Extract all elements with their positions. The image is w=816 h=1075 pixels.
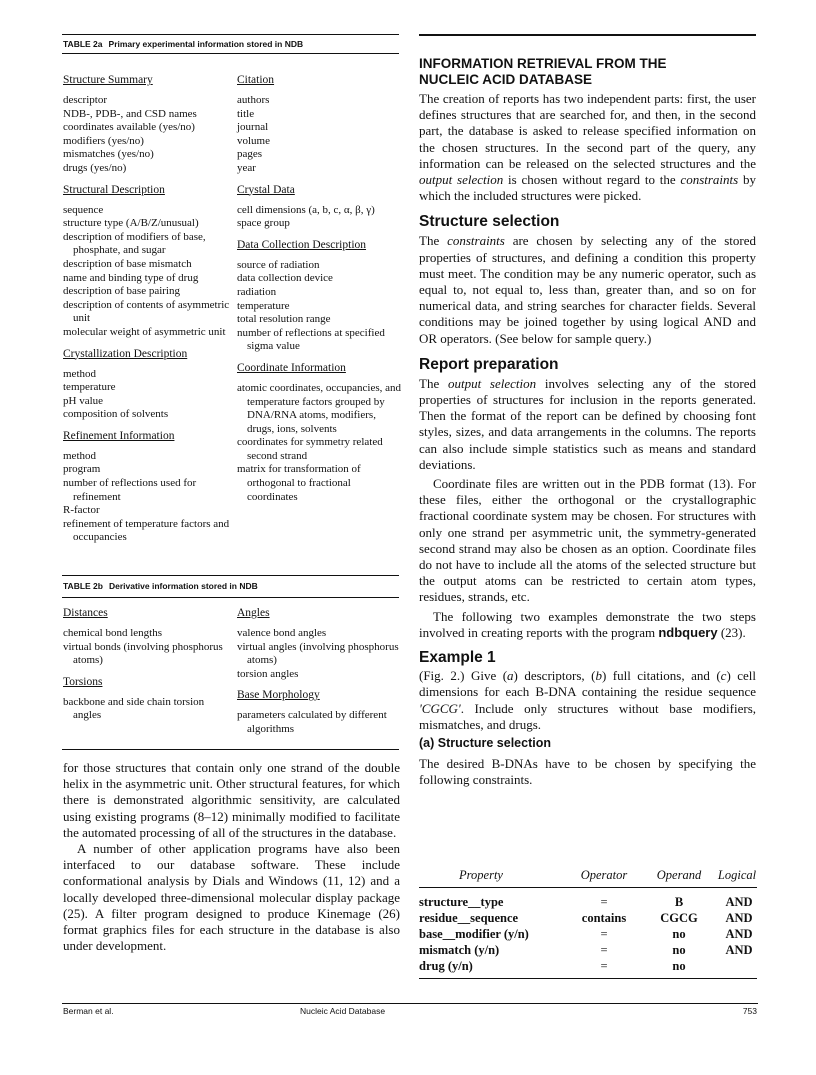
heading-example-1: Example 1: [419, 649, 496, 667]
example-text-3: ) full citations, and (: [601, 668, 721, 684]
report-text: involves selecting any of the stored properties of structures for inclusion in the reports generated. Then the format of the report can be defined by choosing font styles, sizes, and data arrangements in the columns. The reports can also include simple statistics such as means and standard deviations.: [419, 375, 757, 472]
list-item: description of base mismatch: [63, 257, 192, 270]
list-item: cell dimensions (a, b, c, α, β, γ): [237, 203, 375, 216]
report-paragraph: [419, 376, 756, 473]
footer-page-number: 753: [742, 1006, 757, 1016]
report-text-the: The: [419, 375, 448, 391]
row-operator: =: [600, 895, 608, 909]
intro-text-c: by which the included structures were picked.: [419, 172, 757, 204]
intro-paragraph: [419, 91, 756, 204]
intro-text-a: The creation of reports has two independent parts: first, the user defines structures that are searched for, and then, in the second part, the database is asked to release specified information on the chosen structures. In the second part of the query, any information can be released on the selected structures and the: [419, 91, 756, 171]
heading-structure-selection: Structure selection: [419, 213, 560, 231]
table2b-label: TABLE 2b: [63, 581, 103, 591]
list-item: molecular weight of asymmetric unit: [63, 325, 226, 338]
header-logical: Logical: [717, 868, 757, 882]
selection-paragraph: [419, 233, 756, 346]
table-row: [419, 895, 757, 911]
query-table-bottom-rule: [419, 978, 757, 979]
example-em-a: a: [507, 668, 514, 684]
header-operator: Operator: [580, 868, 628, 882]
table2a-bottom-rule: [62, 575, 399, 576]
table-row: [419, 911, 757, 927]
row-operator: =: [600, 943, 608, 957]
list-item: temperature: [237, 299, 290, 312]
constraints-paragraph: The desired B-DNAs have to be chosen by specifying the following constraints.: [419, 755, 756, 788]
list-item: authors: [237, 94, 270, 106]
example-text-1: (Fig. 2.) Give (: [419, 668, 508, 684]
header-operand: Operand: [656, 868, 702, 882]
footer-authors: Berman et al.: [63, 1006, 114, 1016]
list-item: pages: [237, 148, 263, 161]
section-heading: Distances: [63, 607, 108, 619]
list-item: total resolution range: [237, 313, 331, 326]
table-section: [63, 607, 228, 668]
table-section: [237, 689, 399, 736]
list-item: structure type (A/B/Z/unusual): [63, 217, 199, 230]
main-heading-line-2: NUCLEIC ACID DATABASE: [419, 72, 592, 87]
list-item: virtual bonds (involving phosphorus atoms): [63, 640, 223, 667]
table2b-title: Derivative information stored in NDB: [108, 581, 258, 591]
query-table: [419, 868, 759, 978]
table2a-label: TABLE 2a: [63, 39, 103, 49]
left-body-text: [63, 760, 400, 954]
intro-em-output-selection: output selection: [419, 172, 504, 188]
list-item: chemical bond lengths: [63, 627, 162, 639]
row-operator: =: [600, 959, 608, 973]
row-logical: AND: [725, 943, 753, 957]
row-property: mismatch (y/n): [419, 943, 500, 957]
section-items: [63, 94, 235, 176]
table2a-right-column: [237, 74, 403, 504]
table2b-caption-rule: [62, 597, 399, 598]
header-property: Property: [459, 868, 503, 882]
section-heading: Base Morphology: [237, 689, 320, 702]
row-property: structure__type: [419, 895, 504, 909]
list-item: source of radiation: [237, 258, 320, 271]
table-section: [63, 74, 235, 176]
section-items: [237, 627, 399, 681]
section-items: [237, 259, 403, 354]
list-item: space group: [237, 217, 290, 230]
list-item: virtual angles (involving phosphorus atoms): [237, 640, 399, 667]
selection-text: are chosen by selecting any of the stored properties of structures, and defining a condition this property must meet. The condition may be any numeric operator, such as equal to, not equal to, less than, greater than, and so on for numerical data, and string searches for character fields. Several conditions may be joined together by using logical AND and OR operators. (See below for sample query.): [419, 233, 756, 346]
list-item: radiation: [237, 285, 277, 298]
list-item: temperature: [63, 381, 116, 394]
table2a-left-column: [63, 74, 235, 545]
report-em-output-selection: output selection: [447, 375, 537, 391]
table-section: [63, 430, 235, 545]
section-items: [237, 709, 399, 736]
table2b-caption: [63, 581, 258, 591]
list-item: backbone and side chain torsion angles: [63, 695, 205, 722]
example-1-paragraph: [419, 668, 756, 733]
right-top-rule: [419, 34, 756, 36]
list-item: torsion angles: [237, 667, 299, 680]
table-section: [237, 184, 403, 231]
list-item: mismatches (yes/no): [63, 148, 154, 161]
selection-em-constraints: constraints: [447, 233, 505, 249]
table2a-title: Primary experimental information stored in NDB: [108, 39, 304, 49]
examples-program-name: ndbquery: [658, 624, 718, 640]
section-heading: Crystallization Description: [63, 347, 188, 360]
examples-text: The following two examples demonstrate the two steps involved in creating reports with the program: [419, 608, 756, 640]
table-row: [419, 943, 757, 959]
list-item: matrix for transformation of orthogonal to fractional coordinates: [237, 463, 361, 503]
list-item: method: [63, 367, 96, 380]
query-table-header: [419, 868, 757, 884]
list-item: drugs (yes/no): [63, 161, 127, 174]
intro-em-constraints: constraints: [680, 172, 739, 188]
examples-paragraph: [419, 609, 756, 641]
section-items: [237, 382, 403, 504]
heading-report-preparation: Report preparation: [419, 355, 559, 373]
list-item: parameters calculated by different algorithms: [237, 709, 387, 735]
list-item: descriptor: [63, 94, 107, 106]
list-item: description of contents of asymmetric unit: [63, 298, 230, 325]
table-section: [237, 239, 403, 354]
footer-rule: [62, 1003, 758, 1004]
example-em-b: b: [595, 668, 602, 684]
selection-text-the: The: [419, 233, 448, 249]
heading-structure-selection-a: (a) Structure selection: [419, 735, 551, 750]
section-items: [63, 627, 228, 668]
table2b-bottom-rule: [62, 749, 399, 750]
section-heading: Angles: [237, 607, 270, 619]
section-items: [63, 696, 228, 723]
list-item: method: [63, 449, 96, 462]
list-item: composition of solvents: [63, 408, 169, 421]
list-item: coordinates for symmetry related second strand: [237, 436, 383, 462]
table2a-top-rule: [62, 34, 399, 35]
list-item: R-factor: [63, 504, 100, 517]
list-item: number of reflections at specified sigma value: [237, 326, 385, 353]
list-item: name and binding type of drug: [63, 271, 199, 284]
footer-journal: Nucleic Acid Database: [300, 1006, 386, 1016]
section-heading: Structural Description: [63, 183, 165, 196]
list-item: volume: [237, 134, 270, 147]
left-paragraph-2: A number of other application programs have also been interfaced to our database software. These include conformational analysis by Dials and Windows (11, 12) and a locally developed three-dimensional molecular display package (25). A filter program designed to produce Kinemage (26) format graphics files for each structure in the database is also under development.: [63, 841, 400, 954]
example-text-5: . Include only structures without base modifiers, mismatches, and drugs.: [419, 700, 756, 732]
list-item: coordinates available (yes/no): [63, 121, 195, 134]
row-property: drug (y/n): [419, 959, 473, 973]
list-item: number of reflections used for refinement: [63, 477, 197, 503]
section-heading: Refinement Information: [63, 429, 175, 442]
right-body-text: [419, 91, 756, 788]
table-section: [237, 74, 403, 176]
example-text-4: ) cell dimensions for each B-DNA containing the residue sequence: [419, 668, 757, 700]
row-operand: no: [672, 943, 686, 957]
row-operator: contains: [581, 911, 627, 925]
section-items: [63, 368, 235, 422]
list-item: modifiers (yes/no): [63, 134, 144, 147]
section-items: [237, 204, 403, 231]
list-item: program: [63, 463, 101, 476]
list-item: description of base pairing: [63, 285, 180, 298]
table-section: [63, 348, 235, 422]
section-heading: Structure Summary: [63, 74, 153, 86]
row-operator: =: [600, 927, 608, 941]
examples-text-end: (23).: [717, 624, 746, 640]
row-logical: AND: [725, 895, 753, 909]
row-logical: AND: [725, 927, 753, 941]
row-operand: CGCG: [660, 911, 698, 925]
table2b-right-column: [237, 607, 399, 737]
section-items: [63, 450, 235, 545]
list-item: title: [237, 107, 255, 120]
list-item: year: [237, 161, 256, 174]
section-heading: Data Collection Description: [237, 238, 367, 251]
left-paragraph-1: for those structures that contain only one strand of the double helix in the asymmetric unit. Other structural features, for which there is demonstrated algorithmic sensitivity, are calculated using existing programs (8–12) minimally modified to facilitate the automated processing of all of the structures in the database.: [63, 760, 400, 840]
table-section: [237, 362, 403, 504]
section-heading: Crystal Data: [237, 183, 295, 196]
section-items: [63, 204, 235, 340]
list-item: sequence: [63, 203, 104, 216]
example-text-2: ) descriptors, (: [513, 668, 596, 684]
list-item: data collection device: [237, 272, 333, 285]
row-property: base__modifier (y/n): [419, 927, 529, 941]
row-operand: B: [674, 895, 684, 909]
list-item: pH value: [63, 394, 104, 407]
list-item: valence bond angles: [237, 627, 327, 639]
table-row: [419, 927, 757, 943]
table-section: [63, 676, 228, 723]
list-item: refinement of temperature factors and occupancies: [63, 517, 230, 544]
list-item: atomic coordinates, occupancies, and temperature factors grouped by DNA/RNA atoms, modifiers, drugs, ions, solvents: [237, 381, 402, 435]
main-heading-line-1: INFORMATION RETRIEVAL FROM THE: [419, 56, 667, 71]
table2a-caption: [63, 39, 303, 49]
section-heading: Citation: [237, 74, 275, 86]
section-items: [237, 94, 403, 176]
table-row: [419, 959, 757, 975]
table-section: [63, 184, 235, 340]
example-em-sequence: 'CGCG': [419, 700, 461, 716]
row-operand: no: [672, 959, 686, 973]
list-item: journal: [237, 121, 269, 134]
main-section-heading: [419, 56, 756, 88]
table-section: [237, 607, 399, 681]
list-item: description of modifiers of base, phosphate, and sugar: [63, 230, 206, 257]
query-table-header-rule: [419, 887, 757, 888]
table2b-left-column: [63, 607, 228, 723]
coordinate-paragraph: Coordinate files are written out in the PDB format (13). For these files, either the orthogonal or the crystallographic fractional coordinate system may be chosen. For structures with only one strand per asymmetric unit, the symmetry-generated second strand may also be chosen as an option. Coordinate files do not have to include all the atoms of the selected structure but the output atoms can be restricted to certain atom types, residues, strands, etc.: [419, 476, 756, 605]
row-operand: no: [672, 927, 686, 941]
row-logical: AND: [725, 911, 753, 925]
table2a-caption-rule: [62, 53, 399, 54]
intro-text-b: is chosen without regard to the: [503, 172, 681, 188]
section-heading: Torsions: [63, 675, 103, 688]
list-item: NDB-, PDB-, and CSD names: [63, 107, 197, 120]
example-em-c: c: [720, 668, 727, 684]
row-property: residue__sequence: [419, 911, 519, 925]
section-heading: Coordinate Information: [237, 361, 346, 374]
